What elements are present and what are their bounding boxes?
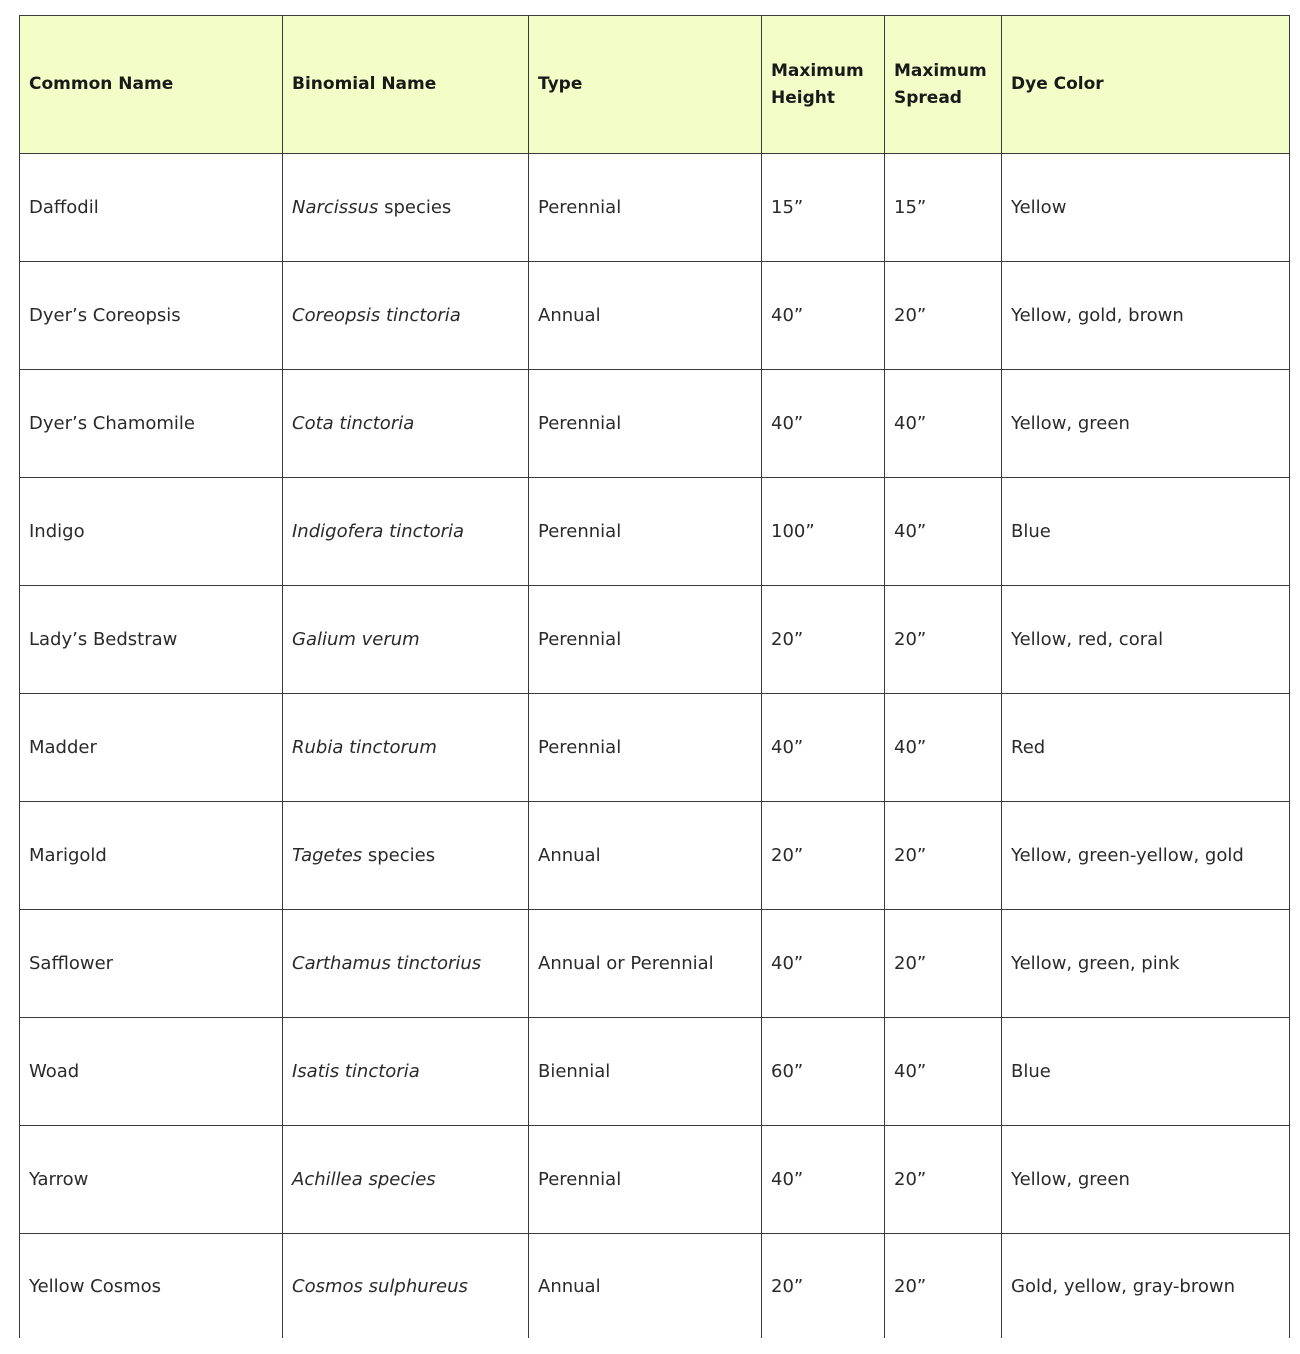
header-binomial-name: Binomial Name [283, 16, 529, 154]
cell-dye-color: Yellow [1002, 154, 1290, 262]
binomial-italic-text: Carthamus tinctorius [292, 953, 482, 974]
table-row [20, 910, 1290, 1018]
cell-binomial-name [283, 694, 529, 802]
cell-common-name: Yarrow [20, 1126, 283, 1234]
header-type: Type [529, 16, 762, 154]
cell-type: Annual or Perennial [529, 910, 762, 1018]
cell-binomial-name [283, 154, 529, 262]
table-header [20, 16, 1290, 154]
header-dye-color: Dye Color [1002, 16, 1290, 154]
cell-binomial-name [283, 478, 529, 586]
dye-plants-table [19, 15, 1290, 1338]
cell-type: Perennial [529, 478, 762, 586]
binomial-italic-text: Narcissus [292, 197, 379, 218]
cell-type: Perennial [529, 586, 762, 694]
cell-common-name: Woad [20, 1018, 283, 1126]
cell-maximum-height: 60” [762, 1018, 885, 1126]
cell-common-name: Madder [20, 694, 283, 802]
cell-common-name: Indigo [20, 478, 283, 586]
cell-type: Perennial [529, 370, 762, 478]
cell-type: Perennial [529, 694, 762, 802]
header-row [20, 16, 1290, 154]
cell-type: Biennial [529, 1018, 762, 1126]
binomial-italic-text: Tagetes [292, 845, 363, 866]
table-row [20, 586, 1290, 694]
cell-dye-color: Yellow, green, pink [1002, 910, 1290, 1018]
cell-dye-color: Blue [1002, 1018, 1290, 1126]
cell-maximum-height: 40” [762, 1126, 885, 1234]
table-row [20, 1018, 1290, 1126]
cell-dye-color: Yellow, green-yellow, gold [1002, 802, 1290, 910]
cell-maximum-height: 40” [762, 910, 885, 1018]
cell-common-name: Yellow Cosmos [20, 1234, 283, 1339]
cell-binomial-name [283, 802, 529, 910]
cell-maximum-spread: 20” [885, 1126, 1002, 1234]
cell-dye-color: Yellow, green [1002, 370, 1290, 478]
table-row [20, 262, 1290, 370]
cell-dye-color: Gold, yellow, gray-brown [1002, 1234, 1290, 1339]
header-common-name: Common Name [20, 16, 283, 154]
table-body [20, 154, 1290, 1339]
cell-common-name: Dyer’s Chamomile [20, 370, 283, 478]
cell-binomial-name [283, 262, 529, 370]
table-row [20, 478, 1290, 586]
cell-common-name: Safflower [20, 910, 283, 1018]
cell-dye-color: Yellow, gold, brown [1002, 262, 1290, 370]
header-maximum-height: Maximum Height [762, 16, 885, 154]
binomial-italic-text: Cosmos sulphureus [292, 1275, 468, 1297]
table-row [20, 694, 1290, 802]
cell-maximum-spread: 20” [885, 1234, 1002, 1339]
cell-type: Annual [529, 802, 762, 910]
cell-maximum-spread: 40” [885, 370, 1002, 478]
binomial-italic-text: Isatis tinctoria [292, 1061, 420, 1082]
table-row [20, 802, 1290, 910]
cell-maximum-spread: 40” [885, 694, 1002, 802]
cell-maximum-height: 20” [762, 1234, 885, 1339]
binomial-rest-text: species [362, 845, 436, 866]
cell-maximum-height: 40” [762, 262, 885, 370]
cell-binomial-name [283, 910, 529, 1018]
binomial-italic-text: Rubia tinctorum [292, 737, 437, 758]
cell-maximum-spread: 20” [885, 802, 1002, 910]
cell-maximum-spread: 20” [885, 910, 1002, 1018]
cell-maximum-spread: 15” [885, 154, 1002, 262]
binomial-italic-text: Cota tinctoria [292, 413, 415, 434]
binomial-italic-text: Coreopsis tinctoria [292, 305, 461, 326]
cell-maximum-spread: 20” [885, 586, 1002, 694]
cell-maximum-height: 20” [762, 802, 885, 910]
cell-common-name: Daffodil [20, 154, 283, 262]
cell-dye-color: Yellow, green [1002, 1126, 1290, 1234]
cell-binomial-name [283, 1126, 529, 1234]
cell-maximum-height: 20” [762, 586, 885, 694]
table-row [20, 1126, 1290, 1234]
cell-common-name: Dyer’s Coreopsis [20, 262, 283, 370]
binomial-italic-text: Indigofera tinctoria [292, 521, 465, 542]
table-row [20, 154, 1290, 262]
cell-type: Annual [529, 262, 762, 370]
cell-type: Perennial [529, 154, 762, 262]
binomial-rest-text: species [378, 197, 452, 218]
cell-maximum-spread: 20” [885, 262, 1002, 370]
cell-type: Perennial [529, 1126, 762, 1234]
header-maximum-spread: Maximum Spread [885, 16, 1002, 154]
cell-dye-color: Yellow, red, coral [1002, 586, 1290, 694]
cell-binomial-name [283, 1234, 529, 1339]
cell-maximum-height: 15” [762, 154, 885, 262]
cell-binomial-name [283, 1018, 529, 1126]
cell-dye-color: Red [1002, 694, 1290, 802]
cell-maximum-height: 40” [762, 370, 885, 478]
binomial-italic-text: Achillea species [292, 1169, 436, 1190]
cell-common-name: Lady’s Bedstraw [20, 586, 283, 694]
cell-maximum-height: 100” [762, 478, 885, 586]
cell-maximum-height: 40” [762, 694, 885, 802]
cell-dye-color: Blue [1002, 478, 1290, 586]
cell-maximum-spread: 40” [885, 478, 1002, 586]
cell-binomial-name [283, 370, 529, 478]
binomial-italic-text: Galium verum [292, 629, 420, 650]
cell-common-name: Marigold [20, 802, 283, 910]
cell-type: Annual [529, 1234, 762, 1339]
table-row [20, 1234, 1290, 1339]
cell-maximum-spread: 40” [885, 1018, 1002, 1126]
table-row [20, 370, 1290, 478]
cell-binomial-name [283, 586, 529, 694]
